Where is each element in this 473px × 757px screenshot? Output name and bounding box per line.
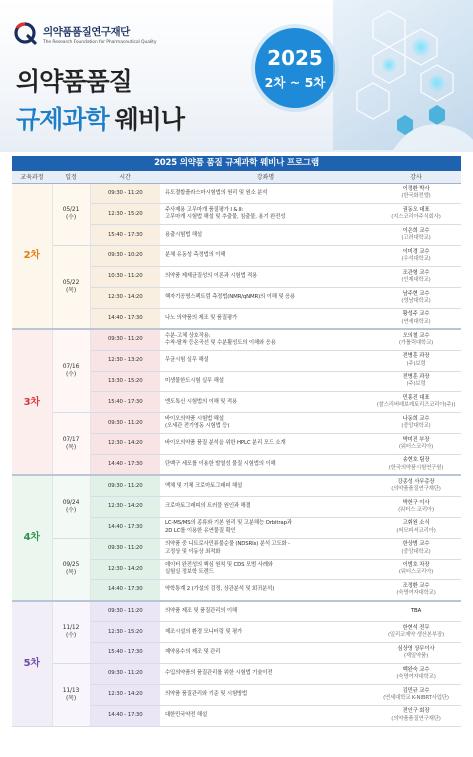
lecturer-cell (371, 684, 461, 705)
lecturer-name: 오의철 교수 (402, 332, 430, 339)
org-name-en: The Research Foundation for Pharmaceutical Quality (43, 39, 157, 45)
lecturer-cell (371, 267, 461, 288)
lecture-time: 12:30 - 14:20 (90, 684, 160, 705)
title-suffix: 웨비나 (114, 105, 185, 134)
table-row (12, 413, 461, 434)
lecturer-cell (371, 413, 461, 434)
lecturer-name: 이미경 교수 (402, 248, 430, 255)
lecturer-name: 이정환 박사 (402, 186, 430, 193)
lecture-time: 09:30 - 10:20 (90, 246, 160, 267)
badge-year: 2025 (267, 46, 323, 70)
lecturer-name: 남주현 교수 (402, 290, 430, 297)
lecturer-cell (371, 559, 461, 580)
lecturer-affiliation: (의약품품질연구재단) (391, 486, 441, 493)
session-date: 07/17 (목) (52, 413, 90, 476)
col-session: 교육과정 (12, 171, 52, 183)
lecturer-cell (371, 643, 461, 664)
program-table (12, 156, 461, 727)
lecture-topic: 유도결합플라스마시험법의 원리 및 원소 분석 (160, 183, 371, 204)
title-line-2 (16, 100, 184, 136)
lecture-topic: 의약품 제조 및 품질관리의 이해 (160, 601, 371, 622)
lecturer-affiliation: (가톨릭대학교) (398, 339, 434, 346)
lecture-topic: 액체 및 기체 크로마토그래피 해설 (160, 475, 371, 496)
lecture-topic: 의약품 중 니트로사민류불순물 (NDSRIs) 분석 고도화 - 고정상 및 이동상 최적화 (160, 538, 371, 559)
session-date: 09/24 (수) (52, 475, 90, 538)
lecture-time: 09:30 - 11:20 (90, 183, 160, 204)
lecturer-affiliation: (연세대학교) (401, 318, 431, 325)
lecturer-name: 심상영 상무이사 (397, 645, 435, 652)
lecture-time: 14:40 - 17:30 (90, 308, 160, 329)
lecture-topic: 바이오의약품 시험법 해설 (오세관 전기영동 시험법 등) (160, 413, 371, 434)
table-row (12, 329, 461, 350)
lecture-topic: 대한민국약전 해설 (160, 705, 371, 726)
lecturer-affiliation: (한국의약품시험연구원) (388, 464, 444, 471)
schedule-table (12, 171, 461, 727)
lecture-topic: 엔도톡신 시험법의 이해 및 적용 (160, 392, 371, 413)
year-badge (255, 28, 335, 108)
col-date: 일정 (52, 171, 90, 183)
molecule-hexagon-icon (333, 0, 473, 150)
lecturer-cell (371, 455, 461, 476)
lecturer-name: 민홍진 대표 (402, 395, 430, 402)
col-time: 시간 (90, 171, 160, 183)
lecturer-name: 조정환 교수 (402, 582, 430, 589)
session-label: 5차 (12, 601, 52, 726)
lecturer-name: 백완숙 교수 (402, 666, 430, 673)
lecturer-cell (371, 517, 461, 538)
lecturer-affiliation: (우석대학교) (401, 256, 431, 263)
lecturer-affiliation: (워터스코리아) (398, 444, 434, 451)
lecturer-cell (371, 329, 461, 350)
lecture-time: 14:40 - 17:30 (90, 517, 160, 538)
lecture-topic: LC-MS/MS의 종류와 기본 원리 및 고분해능 Orbitrap과 2D LC를 이용한 유연물질 확인 (160, 517, 371, 538)
lecturer-name: 나동희 교수 (402, 415, 430, 422)
session-label: 3차 (12, 329, 52, 475)
lecturer-name: 강종성 사무총장 (397, 478, 435, 485)
lecture-time: 14:40 - 17:30 (90, 705, 160, 726)
lecture-topic: 의약품 품질관리와 기준 및 시험방법 (160, 684, 371, 705)
lecture-topic: 제약용수의 제조 및 관리 (160, 643, 371, 664)
session-date: 09/25 (목) (52, 538, 90, 601)
lecturer-cell (371, 705, 461, 726)
poster-header (0, 0, 473, 152)
col-topic: 강좌명 (160, 171, 371, 183)
lecturer-name: 이범호 차장 (402, 562, 430, 569)
lecturer-name: 권동오 대표 (402, 207, 430, 214)
lecture-time: 15:40 - 17:30 (90, 392, 160, 413)
title-highlight: 규제과학 (16, 105, 109, 134)
lecturer-name: 조관형 교수 (402, 269, 430, 276)
lecturer-affiliation: (써모피셔코리아) (396, 527, 436, 534)
lecturer-affiliation: (연세대학교 K-NIBRT사업단) (383, 694, 449, 701)
lecture-time: 12:30 - 14:20 (90, 559, 160, 580)
lecture-time: 12:30 - 13:20 (90, 350, 160, 371)
lecture-time: 09:30 - 11:20 (90, 601, 160, 622)
lecturer-name: 전병훈 과장 (402, 374, 430, 381)
session-date: 11/12 (수) (52, 601, 90, 664)
table-row (12, 475, 461, 496)
table-header-row (12, 171, 461, 183)
lecture-time: 09:30 - 11:20 (90, 475, 160, 496)
lecturer-name: 박헌구 이사 (402, 499, 430, 506)
lecturer-affiliation: (중앙대학교) (401, 423, 431, 430)
lecturer-name: 고휘원 소식 (402, 520, 430, 527)
table-row (12, 183, 461, 204)
lecturer-name: 박미진 부장 (402, 436, 430, 443)
session-date: 05/22 (목) (52, 246, 90, 330)
lecture-topic: 제조시설의 환경 모니터링 및 평가 (160, 622, 371, 643)
lecture-time: 12:30 - 15:20 (90, 204, 160, 225)
lecturer-cell (371, 287, 461, 308)
lecturer-name: 송현호 팀장 (402, 457, 430, 464)
lecturer-name: 전병훈 과장 (402, 353, 430, 360)
lecturer-cell (371, 538, 461, 559)
lecture-topic: 분체 유동성 측정법의 이해 (160, 246, 371, 267)
lecturer-affiliation: (주)보령 (406, 381, 426, 388)
lecturer-name: 이은희 교수 (402, 227, 430, 234)
logo-q-icon (14, 22, 38, 46)
lecturer-cell (371, 392, 461, 413)
lecture-time: 12:30 - 14:20 (90, 434, 160, 455)
lecture-time: 12:30 - 14:20 (90, 496, 160, 517)
lecturer-cell (371, 434, 461, 455)
lecturer-affiliation: (일리코제약 생산본부장) (387, 632, 445, 639)
table-body (12, 183, 461, 726)
lecturer-cell (371, 371, 461, 392)
lecturer-name: 한현석 전무 (402, 624, 430, 631)
lecturer-affiliation: (인제대학교) (401, 277, 431, 283)
lecture-topic: 수입의약품의 품질관리를 위한 시험법 기술이전 (160, 663, 371, 684)
lecturer-affiliation: (주)보령 (406, 360, 426, 367)
lecturer-name: 황성주 교수 (402, 311, 430, 318)
program-title: 2025 의약품 품질 규제과학 웨비나 프로그램 (12, 156, 461, 171)
session-date: 07/16 (수) (52, 329, 90, 413)
lecture-time: 14:40 - 17:30 (90, 455, 160, 476)
lecturer-cell (371, 496, 461, 517)
lecture-topic: 수분-고체 상호작용: 수착-탈착 등온곡선 및 수분활성도의 이해와 응용 (160, 329, 371, 350)
session-label: 4차 (12, 475, 52, 600)
lecturer-cell (371, 246, 461, 267)
lecture-topic: 주사제용 고무마개 품질평가 Ⅰ & Ⅱ: 고무마개 시험법 해설 및 추출물, 침출물, 용기 완전성 (160, 204, 371, 225)
table-row (12, 601, 461, 622)
lecturer-cell (371, 622, 461, 643)
session-date: 05/21 (수) (52, 183, 90, 246)
lecturer-cell (371, 225, 461, 246)
session-label: 2차 (12, 183, 52, 329)
table-row (12, 246, 461, 267)
lecturer-affiliation: (의약품품질연구재단) (391, 715, 441, 722)
lecture-topic: 약학통계 2 (가설의 검정, 상관분석 및 회귀분석) (160, 580, 371, 601)
session-date: 11/13 (목) (52, 663, 90, 726)
lecture-time: 09:30 - 11:20 (90, 329, 160, 350)
org-name: 의약품품질연구재단 (43, 25, 130, 38)
lecture-time: 12:30 - 14:20 (90, 287, 160, 308)
lecture-time: 09:30 - 11:20 (90, 663, 160, 684)
lecture-time: 12:30 - 15:20 (90, 622, 160, 643)
lecture-topic: 미생물한도시험 실무 해설 (160, 371, 371, 392)
lecture-time: 14:40 - 17:30 (90, 580, 160, 601)
lecturer-affiliation: (고려대학교) (401, 235, 431, 242)
lecture-topic: 나노 의약품의 제조 및 품질평가 (160, 308, 371, 329)
lecturer-affiliation: (한국화전엘) (401, 193, 431, 200)
table-row (12, 663, 461, 684)
lecture-topic: 무균시험 실무 해설 (160, 350, 371, 371)
lecturer-affiliation: (지스코리아주식회사) (391, 214, 441, 221)
col-lecturer: 강사 (371, 171, 461, 183)
lecturer-cell (371, 601, 461, 622)
lecture-topic: 의약품 제제균질성의 이론과 시험법 적용 (160, 267, 371, 288)
lecture-time: 10:30 - 11:20 (90, 267, 160, 288)
table-row (12, 538, 461, 559)
lecturer-affiliation: (숙명여자대학교) (396, 673, 436, 680)
lecturer-name: TBA (410, 607, 422, 614)
lecture-topic: 데이터 완전성의 핵심 원칙 및 CDS 모범 사례와 실험실 정보학 트렌드 (160, 559, 371, 580)
lecture-topic: 크로마토그래피의 트러블 원인과 해결 (160, 496, 371, 517)
lecturer-cell (371, 663, 461, 684)
lecturer-affiliation: (제일약품) (403, 653, 429, 660)
lecturer-cell (371, 475, 461, 496)
lecturer-affiliation: (영남대학교) (401, 297, 431, 304)
lecture-time: 09:30 - 11:20 (90, 538, 160, 559)
lecturer-affiliation: (워터스 코리아) (398, 506, 434, 513)
lecturer-cell (371, 580, 461, 601)
lecturer-name: 김민규 교수 (402, 687, 430, 694)
lecture-topic: 핵자기공명스펙트럼 측정법(NMR/qNMR)의 이해 및 응용 (160, 287, 371, 308)
lecturer-name: 전인구 회장 (402, 708, 430, 715)
lecturer-cell (371, 308, 461, 329)
lecture-time: 09:30 - 11:20 (90, 413, 160, 434)
lecturer-affiliation: (찰스리버래보레토리즈코리아(주)) (376, 402, 456, 409)
lecturer-cell (371, 350, 461, 371)
lecturer-affiliation: (숙명여자대학교) (396, 590, 436, 597)
lecture-time: 13:30 - 15:20 (90, 371, 160, 392)
lecturer-affiliation: (워터스코리아) (398, 569, 434, 576)
lecturer-cell (371, 183, 461, 204)
title-line-1: 의약품품질 (16, 67, 132, 96)
lecture-topic: 단백구 세포를 이용한 발열성 물질 시험법의 이해 (160, 455, 371, 476)
lecturer-name: 한상범 교수 (402, 541, 430, 548)
lecture-time: 15:40 - 17:30 (90, 225, 160, 246)
lecture-topic: 바이오의약품 품질 분석을 위한 HPLC 분리 모드 소개 (160, 434, 371, 455)
lecturer-affiliation: (중앙대학교) (401, 548, 431, 555)
lecture-topic: 용출시험법 해설 (160, 225, 371, 246)
lecture-time: 15:40 - 17:30 (90, 643, 160, 664)
badge-range: 2차 ~ 5차 (264, 75, 326, 90)
org-logo (14, 22, 156, 46)
lecturer-cell (371, 204, 461, 225)
